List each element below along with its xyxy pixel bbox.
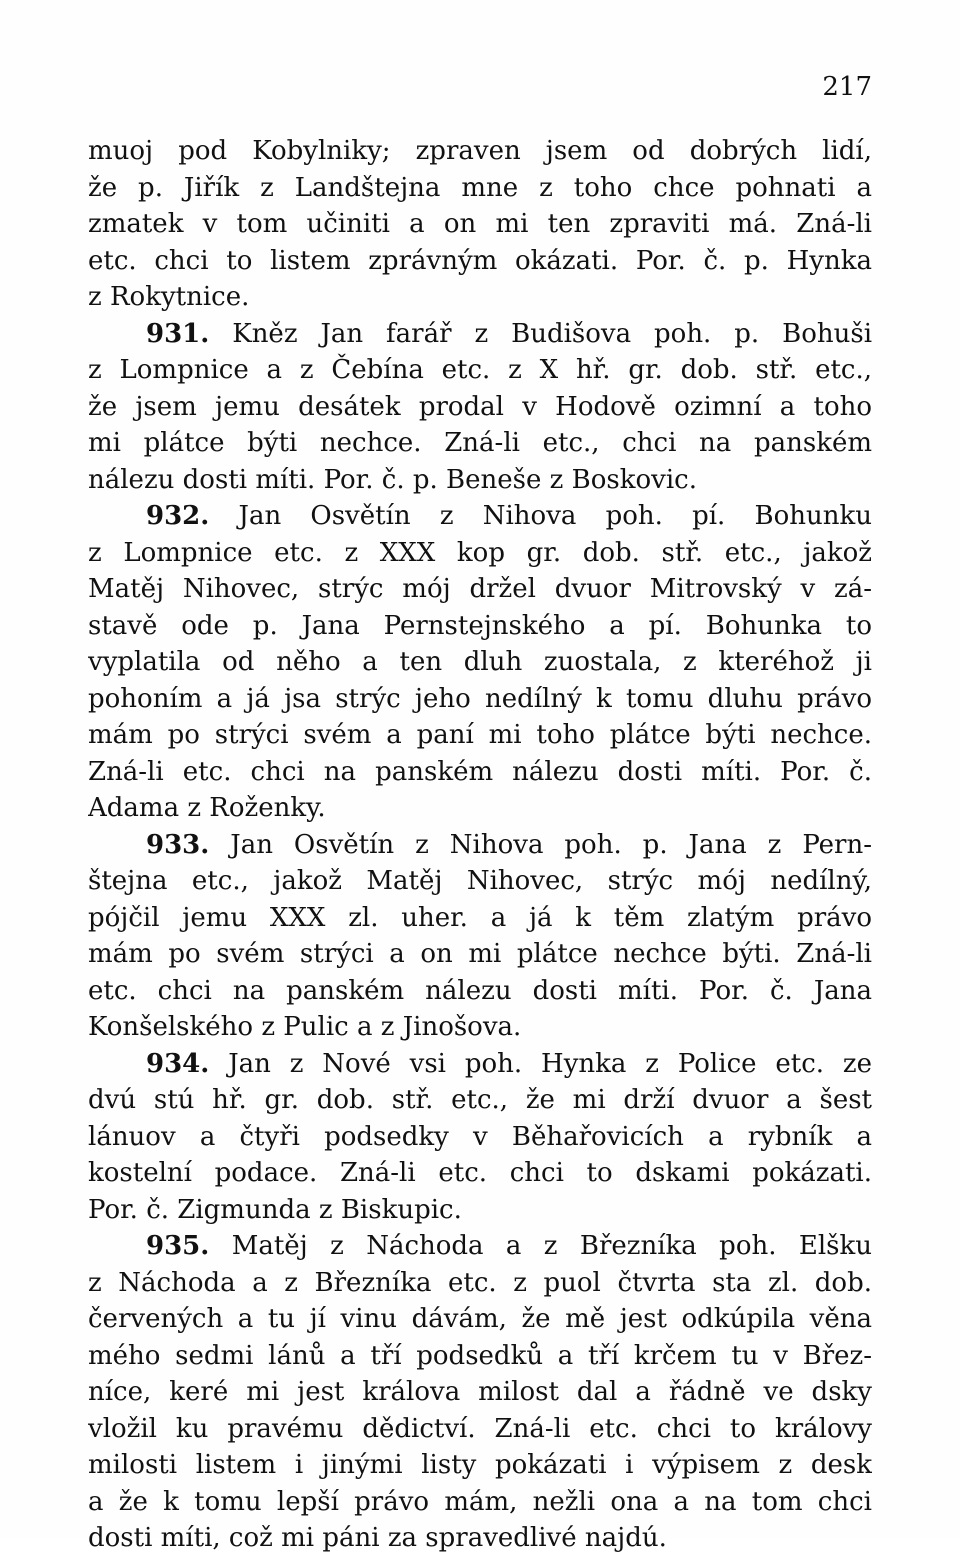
entry-number: 934. bbox=[146, 1048, 210, 1079]
text-line bbox=[88, 571, 872, 608]
line-text: pójčil jemu XXX zl. uher. a já k těm zlatým právo bbox=[88, 902, 872, 933]
line-text: mého sedmi lánů a tří podsedků a tří krčem tu v Břez- bbox=[88, 1340, 872, 1371]
line-text: a že k tomu lepší právo mám, nežli ona a na tom chci bbox=[88, 1486, 872, 1517]
text-line bbox=[88, 790, 872, 827]
text-line bbox=[88, 498, 872, 535]
text-line bbox=[88, 754, 872, 791]
text-line bbox=[88, 1228, 872, 1265]
text-line bbox=[88, 1447, 872, 1484]
line-text: že jsem jemu desátek prodal v Hodově ozimní a toho bbox=[88, 391, 872, 422]
text-line bbox=[88, 1520, 872, 1557]
line-text: Jan Osvětín z Nihova poh. pí. Bohunku bbox=[238, 501, 872, 531]
line-text: Konšelského z Pulic a z Jinošova. bbox=[88, 1012, 522, 1042]
text-line bbox=[88, 243, 872, 280]
line-text: štejna etc., jakož Matěj Nihovec, strýc mój nedílný, bbox=[88, 866, 872, 896]
line-text: Kněz Jan farář z Budišova poh. p. Bohuši bbox=[232, 318, 872, 349]
text-line bbox=[88, 1411, 872, 1448]
text-line bbox=[88, 170, 872, 207]
line-text: že p. Jiřík z Landštejna mne z toho chce pohnati a bbox=[88, 172, 872, 203]
line-text: dvú stú hř. gr. dob. stř. etc., že mi drží dvuor a šest bbox=[88, 1085, 872, 1115]
text-line bbox=[88, 973, 872, 1010]
text-line bbox=[88, 936, 872, 973]
text-line bbox=[88, 535, 872, 572]
text-line bbox=[88, 1484, 872, 1521]
line-text: z Lompnice etc. z XXX kop gr. dob. stř. etc., jakož bbox=[88, 537, 872, 568]
line-text: etc. chci na panském nálezu dosti míti. Por. č. Jana bbox=[88, 975, 872, 1006]
text-line bbox=[88, 644, 872, 681]
text-line bbox=[88, 900, 872, 937]
text-line bbox=[88, 717, 872, 754]
text-line bbox=[88, 1338, 872, 1375]
line-text: etc. chci to listem zprávným okázati. Por. č. p. Hynka bbox=[88, 245, 872, 276]
text-line bbox=[88, 206, 872, 243]
entry-number: 935. bbox=[146, 1231, 210, 1261]
text-line bbox=[88, 1192, 872, 1229]
line-text: zmatek v tom učiniti a on mi ten zpraviti má. Zná-li bbox=[88, 209, 872, 239]
line-text: Zná-li etc. chci na panském nálezu dosti míti. Por. č. bbox=[88, 756, 872, 787]
line-text: lánuov a čtyři podsedky v Běhařovicích a rybník a bbox=[88, 1121, 872, 1152]
text-line bbox=[88, 1082, 872, 1119]
entry-number: 933. bbox=[146, 829, 210, 860]
text-line bbox=[88, 1374, 872, 1411]
line-text: z Lompnice a z Čebína etc. z X hř. gr. dob. stř. etc., bbox=[88, 355, 872, 385]
line-text: z Rokytnice. bbox=[88, 282, 250, 312]
line-text: mám po svém strýci a on mi plátce nechce býti. Zná-li bbox=[88, 939, 872, 969]
line-text: mi plátce býti nechce. Zná-li etc., chci na panském bbox=[88, 428, 872, 458]
line-text: muoj pod Kobylniky; zpraven jsem od dobrých lidí, bbox=[88, 136, 872, 166]
line-text: vložil ku pravému dědictví. Zná-li etc. chci to královy bbox=[88, 1413, 872, 1444]
line-text: z Náchoda a z Březníka etc. z puol čtvrta sta zl. dob. bbox=[88, 1267, 872, 1298]
text-line bbox=[88, 279, 872, 316]
text-line bbox=[88, 133, 872, 170]
line-text: Adama z Roženky. bbox=[88, 793, 326, 823]
entry-number: 931. bbox=[146, 318, 210, 349]
text-line bbox=[88, 863, 872, 900]
line-text: vyplatila od něho a ten dluh zuostala, z kteréhož ji bbox=[88, 647, 872, 677]
text-line bbox=[88, 1301, 872, 1338]
text-line bbox=[88, 1155, 872, 1192]
line-text: Matěj z Náchoda a z Březníka poh. Elšku bbox=[231, 1231, 872, 1261]
line-text: Por. č. Zigmunda z Biskupic. bbox=[88, 1194, 462, 1225]
line-text: Jan z Nové vsi poh. Hynka z Police etc. ze bbox=[228, 1048, 872, 1079]
text-line bbox=[88, 1046, 872, 1083]
page-number: 217 bbox=[822, 72, 872, 102]
line-text: Matěj Nihovec, strýc mój držel dvuor Mitrovský v zá- bbox=[88, 574, 872, 604]
text-line bbox=[88, 352, 872, 389]
line-text: mám po strýci svém a paní mi toho plátce býti nechce. bbox=[88, 720, 872, 750]
line-text: červených a tu jí vinu dávám, že mě jest odkúpila věna bbox=[88, 1304, 872, 1334]
text-line bbox=[88, 316, 872, 353]
line-text: kostelní podace. Zná-li etc. chci to dskami pokázati. bbox=[88, 1158, 872, 1188]
line-text: milosti listem i jinými listy pokázati i výpisem z desk bbox=[88, 1450, 872, 1480]
line-text: Jan Osvětín z Nihova poh. p. Jana z Pern- bbox=[230, 829, 872, 860]
text-line bbox=[88, 608, 872, 645]
line-text: dosti míti, což mi páni za spravedlivé najdú. bbox=[88, 1523, 667, 1553]
line-text: pohoním a já jsa strýc jeho nedílný k tomu dluhu právo bbox=[88, 683, 872, 714]
text-line bbox=[88, 425, 872, 462]
text-line bbox=[88, 462, 872, 499]
text-line bbox=[88, 681, 872, 718]
text-line bbox=[88, 1265, 872, 1302]
text-line bbox=[88, 1009, 872, 1046]
text-line bbox=[88, 827, 872, 864]
line-text: stavě ode p. Jana Pernstejnského a pí. Bohunka to bbox=[88, 610, 872, 641]
line-text: níce, keré mi jest králova milost dal a řádně ve dsky bbox=[88, 1377, 872, 1407]
text-line bbox=[88, 389, 872, 426]
document-text bbox=[88, 133, 872, 1557]
line-text: nálezu dosti míti. Por. č. p. Beneše z Boskovic. bbox=[88, 464, 697, 495]
text-line bbox=[88, 1119, 872, 1156]
entry-number: 932. bbox=[146, 501, 210, 531]
